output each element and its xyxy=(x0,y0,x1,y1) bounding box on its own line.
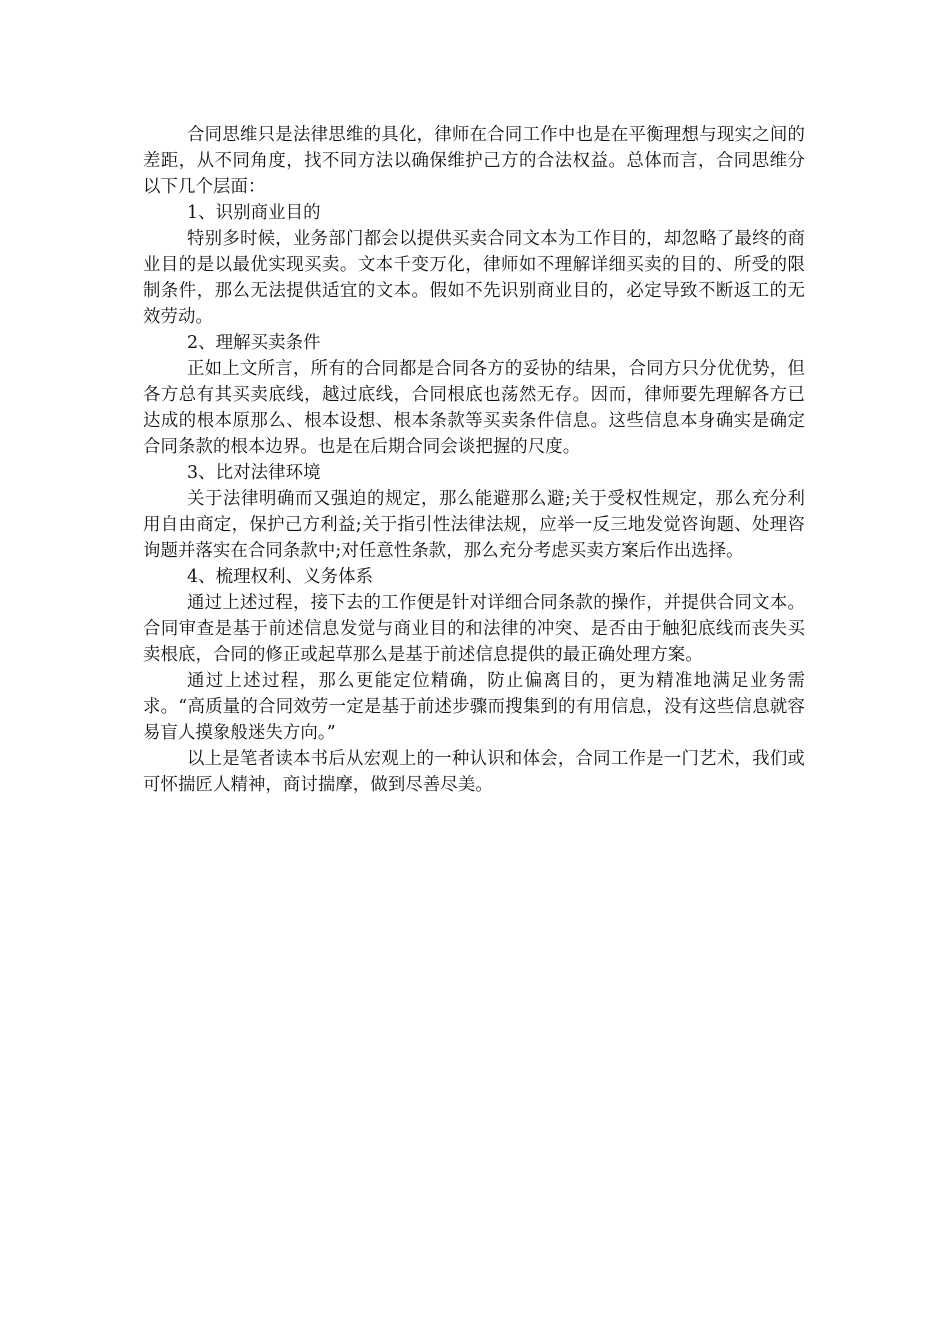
intro-paragraph: 合同思维只是法律思维的具化，律师在合同工作中也是在平衡理想与现实之间的差距，从不同角度，找不同方法以确保维护己方的合法权益。总体而言，合同思维分以下几个层面： xyxy=(143,125,805,197)
summary-paragraph: 通过上述过程，那么更能定位精确，防止偏离目的，更为精准地满足业务需求。“高质量的合同效劳一定是基于前述步骤而搜集到的有用信息，没有这些信息就容易盲人摸象般迷失方向。” xyxy=(143,671,805,743)
section-paragraph-2: 正如上文所言，所有的合同都是合同各方的妥协的结果，合同方只分优优势，但各方总有其买卖底线，越过底线，合同根底也荡然无存。因而，律师要先理解各方已达成的根本原那么、根本设想、根本条款等买卖条件信息。这些信息本身确实是确定合同条款的根本边界。也是在后期合同会谈把握的尺度。 xyxy=(143,359,805,457)
section-heading-3: 3、比对法律环境 xyxy=(187,463,321,483)
section-paragraph-3: 关于法律明确而又强迫的规定，那么能避那么避;关于受权性规定，那么充分利用自由商定，保护己方利益;关于指引性法律法规，应举一反三地发觉咨询题、处理咨询题并落实在合同条款中;对任意性条款，那么充分考虑买卖方案后作出选择。 xyxy=(143,489,805,561)
section-paragraph-4: 通过上述过程，接下去的工作便是针对详细合同条款的操作，并提供合同文本。合同审查是基于前述信息发觉与商业目的和法律的冲突、是否由于触犯底线而丧失买卖根底，合同的修正或起草那么是基于前述信息提供的最正确处理方案。 xyxy=(143,593,805,665)
section-heading-1: 1、识别商业目的 xyxy=(187,203,321,223)
section-heading-4: 4、梳理权利、义务体系 xyxy=(187,567,374,587)
document-body xyxy=(143,122,805,798)
closing-paragraph: 以上是笔者读本书后从宏观上的一种认识和体会，合同工作是一门艺术，我们或可怀揣匠人精神，商讨揣摩，做到尽善尽美。 xyxy=(143,749,805,795)
section-paragraph-1: 特别多时候，业务部门都会以提供买卖合同文本为工作目的，却忽略了最终的商业目的是以最优实现买卖。文本千变万化，律师如不理解详细买卖的目的、所受的限制条件，那么无法提供适宜的文本。假如不先识别商业目的，必定导致不断返工的无效劳动。 xyxy=(143,229,805,327)
section-heading-2: 2、理解买卖条件 xyxy=(187,333,321,353)
